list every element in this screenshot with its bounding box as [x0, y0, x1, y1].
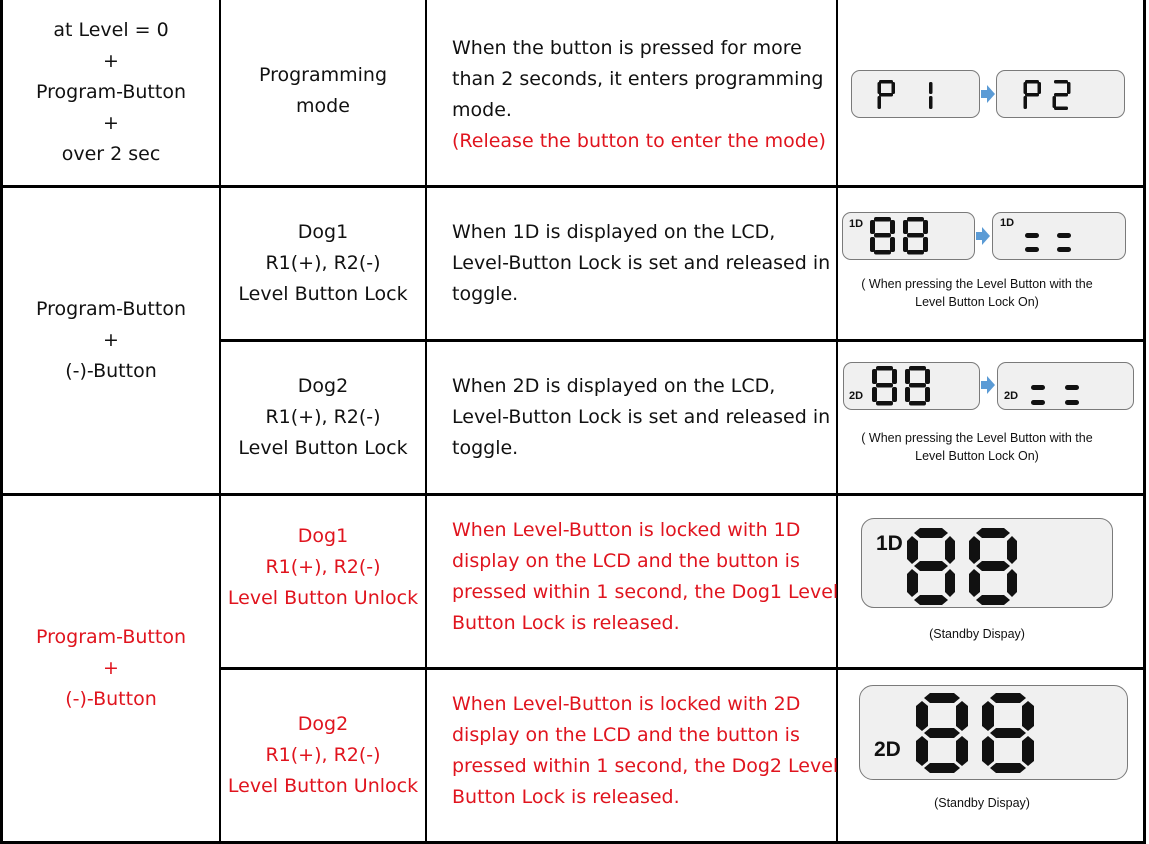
description-cell-dog2-unlock [427, 670, 839, 841]
lcd-display-1d-dashes [992, 212, 1126, 260]
description-line: Button Lock is released. [452, 611, 680, 634]
description-line: When 1D is displayed on the LCD, [452, 221, 776, 243]
description-line: display on the LCD and the button is [452, 723, 800, 746]
condition-line: + [103, 657, 119, 679]
function-line: Dog1 [297, 525, 349, 547]
function-cell-dog1-unlock [221, 496, 425, 667]
function-cell-programming [221, 0, 425, 185]
segment-digits-88 [844, 363, 981, 411]
function-line: R1(+), R2(-) [265, 406, 381, 428]
segment-digits-88 [862, 519, 1114, 609]
arrow-right-icon [981, 376, 995, 394]
condition-cell-unlock [3, 496, 219, 841]
function-line: Programming [258, 63, 388, 86]
function-line: R1(+), R2(-) [265, 744, 381, 766]
condition-line: Program-Button [36, 81, 186, 103]
description-line: toggle. [452, 283, 519, 305]
condition-line: (-)-Button [65, 360, 157, 382]
function-line: Dog1 [297, 221, 349, 243]
column-divider-3 [836, 0, 838, 844]
function-line: Dog2 [297, 713, 349, 735]
lcd-label-2d: 2D [874, 738, 901, 761]
function-line: R1(+), R2(-) [265, 252, 381, 274]
condition-line: Program-Button [36, 626, 186, 648]
condition-line: (-)-Button [65, 688, 157, 710]
segment-dashes [993, 213, 1127, 261]
segment-digits-p1 [852, 71, 981, 119]
segment-dashes [998, 363, 1135, 411]
lcd-display-2d-dashes [997, 362, 1134, 410]
lcd-display-p2 [996, 70, 1125, 118]
lock-on-caption: ( When pressing the Level Button with the Level Button Lock On) [861, 431, 1093, 463]
description-line: Button Lock is released. [452, 785, 680, 808]
lcd-standby-1d [861, 518, 1113, 608]
description-line: pressed within 1 second, the Dog2 Level [452, 754, 839, 777]
function-cell-dog2-unlock [221, 670, 425, 841]
condition-line: Program-Button [36, 298, 186, 320]
condition-cell-programming [3, 0, 219, 185]
function-line: Level Button Lock [238, 283, 408, 305]
description-line: Level-Button Lock is set and released in [452, 252, 831, 274]
arrow-right-icon [976, 227, 990, 245]
standby-caption: (Standby Dispay) [934, 796, 1030, 810]
segment-digits-88 [860, 686, 1129, 781]
function-line: mode [296, 94, 350, 117]
description-cell-dog1-unlock [427, 496, 839, 667]
description-line: than 2 seconds, it enters programming [452, 67, 824, 90]
lcd-label-1d: 1D [876, 532, 903, 555]
description-line: When Level-Button is locked with 2D [452, 692, 801, 715]
description-line: display on the LCD and the button is [452, 549, 800, 572]
lcd-label-2d: 2D [1004, 390, 1019, 402]
segment-digits-88 [843, 213, 976, 261]
description-line: When the button is pressed for more [452, 36, 802, 59]
condition-line: + [103, 329, 119, 351]
lcd-label-1d: 1D [1000, 217, 1015, 229]
standby-caption: (Standby Dispay) [929, 627, 1025, 641]
description-line: pressed within 1 second, the Dog1 Level [452, 580, 839, 603]
description-line: toggle. [452, 437, 519, 459]
function-line: R1(+), R2(-) [265, 556, 381, 578]
function-line: Level Button Lock [238, 437, 408, 459]
arrow-right-icon [981, 85, 995, 103]
lcd-standby-2d [859, 685, 1128, 780]
function-line: Dog2 [297, 375, 349, 397]
description-line: Level-Button Lock is set and released in [452, 406, 831, 428]
lcd-display-1d-88 [842, 212, 975, 260]
description-line: When Level-Button is locked with 1D [452, 518, 801, 541]
table-border-right [1143, 0, 1146, 844]
condition-line: at Level = 0 [53, 19, 169, 41]
lock-on-caption: ( When pressing the Level Button with the Level Button Lock On) [861, 277, 1093, 309]
lcd-display-2d-88 [843, 362, 980, 410]
lcd-label-1d: 1D [849, 218, 864, 230]
condition-line: + [103, 50, 119, 72]
function-line: Level Button Unlock [227, 775, 419, 797]
function-line: Level Button Unlock [227, 587, 419, 609]
description-cell-dog2-lock [427, 342, 836, 493]
function-cell-dog2-lock [221, 342, 425, 493]
description-line: When 2D is displayed on the LCD, [452, 375, 776, 397]
condition-cell-lock [3, 188, 219, 493]
lcd-display-p1 [851, 70, 980, 118]
release-note: (Release the button to enter the mode) [452, 129, 826, 152]
description-cell-programming [427, 0, 836, 185]
description-cell-dog1-lock [427, 188, 836, 339]
description-line: mode. [452, 98, 512, 121]
lcd-label-2d: 2D [849, 390, 864, 402]
function-cell-dog1-lock [221, 188, 425, 339]
condition-line: over 2 sec [61, 143, 161, 165]
condition-line: + [103, 112, 119, 134]
segment-digits-p2 [997, 71, 1126, 119]
